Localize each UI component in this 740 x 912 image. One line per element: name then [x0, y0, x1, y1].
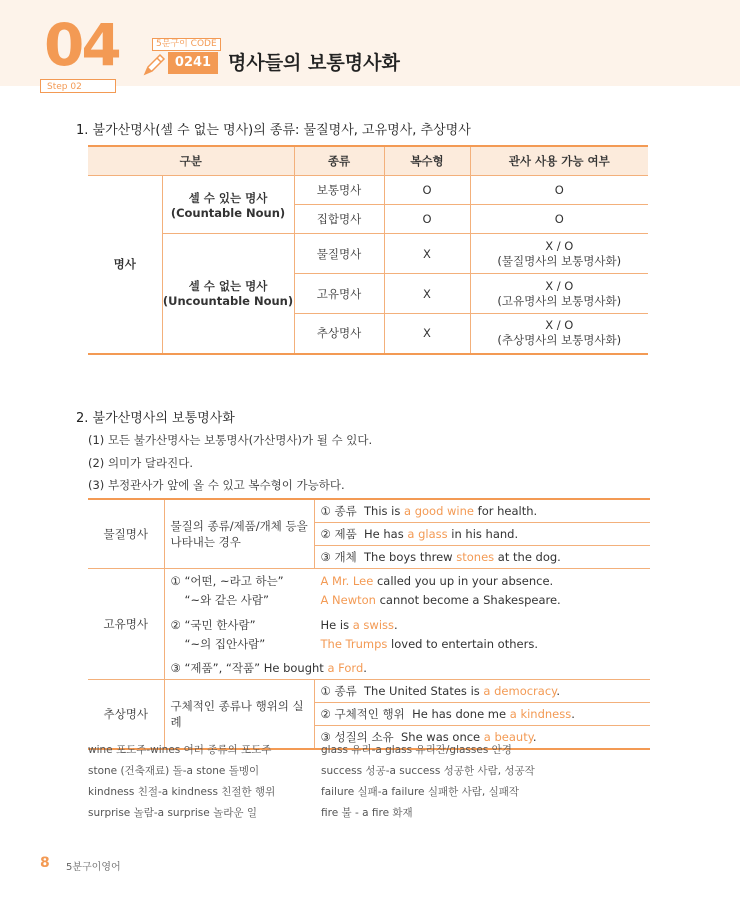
example-tag: ③ 성질의 소유: [320, 730, 394, 744]
example-tag: ① 종류: [320, 504, 357, 518]
kind-cell: 보통명사: [294, 176, 384, 205]
unit-number: 04: [44, 11, 119, 79]
code-label: 5분구이 CODE: [152, 38, 221, 51]
countable-label: 셀 수 있는 명사: [188, 190, 268, 205]
kind-cell: 고유명사: [294, 274, 384, 314]
uncountable-label: 셀 수 없는 명사: [188, 279, 268, 294]
example-text: called you up in your absence.: [373, 574, 554, 588]
kind-cell: 물질명사: [294, 234, 384, 274]
kind-cell: 집합명사: [294, 205, 384, 234]
countable-english: (Countable Noun): [170, 205, 286, 220]
abstract-desc: 구체적인 종류나 행위의 실례: [164, 680, 314, 750]
article-value: X / O: [545, 238, 574, 253]
example-highlight: a Ford: [327, 661, 364, 675]
example-text: He has done me: [412, 707, 510, 721]
vocab-item: stone (건축재료) 돌-a stone 돌멩이: [88, 765, 260, 777]
example-highlight: a swiss: [352, 618, 395, 632]
countable-cell: [162, 176, 294, 234]
material-example-2: [314, 523, 650, 546]
example-tag: ② 제품: [320, 527, 357, 541]
example-text: He is: [320, 618, 353, 632]
proper-meaning-3: [164, 657, 650, 680]
table-row: [88, 499, 650, 523]
article-cell: O: [470, 205, 648, 234]
abstract-example-2: [314, 703, 650, 726]
header-category: 구분: [88, 146, 294, 176]
example-highlight: a beauty: [483, 730, 533, 744]
meaning-text: “~의 집안사람”: [184, 637, 266, 651]
example-text: He bought: [260, 661, 328, 675]
material-desc-2: 나타내는 경우: [170, 535, 241, 549]
example-text: for health.: [474, 504, 538, 518]
example-text: .: [556, 684, 560, 698]
example-highlight: The Trumps: [320, 637, 388, 651]
article-value: X / O: [545, 278, 574, 293]
example-tag: ① 종류: [320, 684, 357, 698]
example-text: He has: [364, 527, 408, 541]
example-text: loved to entertain others.: [387, 637, 538, 651]
material-desc-cell: [164, 499, 314, 569]
article-note: (고유명사의 보통명사화): [497, 293, 622, 308]
meaning-text: ③ “제품”, “작품”: [170, 661, 261, 675]
material-desc-1: 물질의 종류/제품/개체 등을: [170, 519, 308, 533]
example-text: .: [394, 618, 398, 632]
section1-title: 1. 불가산명사(셀 수 없는 명사)의 종류: 물질명사, 고유명사, 추상명사: [76, 123, 471, 138]
example-text: cannot become a Shakespeare.: [375, 593, 561, 607]
material-example-3: [314, 546, 650, 569]
example-text: The boys threw: [364, 550, 457, 564]
table-row: [88, 657, 650, 680]
article-cell: [470, 314, 648, 354]
header-plural: 복수형: [384, 146, 470, 176]
vocab-item: failure 실패-a failure 실패한 사람, 실패작: [321, 786, 520, 798]
header-article: 관사 사용 가능 여부: [470, 146, 648, 176]
proper-meaning-2: [164, 613, 650, 657]
plural-cell: O: [384, 205, 470, 234]
example-highlight: A Mr. Lee: [320, 574, 374, 588]
code-number: 0241: [168, 52, 218, 74]
example-highlight: a good wine: [404, 504, 474, 518]
meaning-text: ① “어떤, ~라고 하는”: [170, 574, 284, 588]
article-note: (물질명사의 보통명사화): [497, 253, 622, 268]
plural-cell: X: [384, 274, 470, 314]
example-highlight: A Newton: [320, 593, 376, 607]
proper-label: 고유명사: [88, 569, 164, 680]
plural-cell: O: [384, 176, 470, 205]
kind-cell: 추상명사: [294, 314, 384, 354]
example-text: This is: [364, 504, 404, 518]
book-title: 5분구이영어: [66, 862, 121, 873]
vocab-left: [88, 740, 275, 824]
conversion-table: [88, 498, 650, 750]
uncountable-english: (Uncountable Noun): [162, 294, 294, 309]
vocab-item: fire 불 - a fire 화재: [321, 807, 413, 819]
abstract-label: 추상명사: [88, 680, 164, 750]
example-text: She was once: [400, 730, 484, 744]
example-highlight: a glass: [407, 527, 448, 541]
table-row: [88, 234, 648, 274]
example-text: .: [571, 707, 575, 721]
table-row: [88, 176, 648, 205]
vocab-item: glass 유리-a glass 유리잔/glasses 안경: [321, 744, 512, 756]
point-1: (1) 모든 불가산명사는 보통명사(가산명사)가 될 수 있다.: [88, 433, 373, 447]
table-header-row: [88, 146, 648, 176]
material-label: 물질명사: [88, 499, 164, 569]
section2-title: 2. 불가산명사의 보통명사화: [76, 411, 235, 426]
example-text: .: [363, 661, 367, 675]
example-text: at the dog.: [494, 550, 561, 564]
example-highlight: a democracy: [483, 684, 557, 698]
meaning-text: ② “국민 한사람”: [170, 618, 256, 632]
table-row: [88, 569, 650, 614]
uncountable-cell: [162, 234, 294, 354]
plural-cell: X: [384, 314, 470, 354]
example-text: The United States is: [364, 684, 484, 698]
vocab-item: success 성공-a success 성공한 사람, 성공작: [321, 765, 535, 777]
article-cell: [470, 274, 648, 314]
example-text: in his hand.: [447, 527, 519, 541]
article-cell: [470, 234, 648, 274]
step-label: Step 02: [40, 79, 116, 93]
vocab-item: wine 포도주-wines 여러 종류의 포도주: [88, 744, 272, 756]
page-number: 8: [40, 855, 50, 871]
example-tag: ② 구체적인 행위: [320, 707, 405, 721]
table-row: [88, 613, 650, 657]
example-highlight: stones: [456, 550, 495, 564]
point-2: (2) 의미가 달라진다.: [88, 456, 194, 470]
abstract-example-1: [314, 680, 650, 703]
article-cell: O: [470, 176, 648, 205]
example-text: .: [532, 730, 537, 744]
header-kind: 종류: [294, 146, 384, 176]
table-row: [88, 680, 650, 703]
point-3: (3) 부정관사가 앞에 올 수 있고 복수형이 가능하다.: [88, 478, 345, 492]
article-value: X / O: [545, 318, 574, 333]
vocab-item: kindness 친절-a kindness 친절한 행위: [88, 786, 276, 798]
material-example-1: [314, 499, 650, 523]
article-note: (추상명사의 보통명사화): [497, 333, 622, 348]
noun-types-table: [88, 145, 648, 355]
plural-cell: X: [384, 234, 470, 274]
pencil-icon: [141, 52, 167, 78]
noun-cell: 명사: [88, 176, 162, 354]
meaning-text: “~와 같은 사람”: [184, 593, 269, 607]
proper-meaning-1: [164, 569, 650, 614]
page-title: 명사들의 보통명사화: [228, 52, 400, 74]
vocab-right: [321, 740, 535, 824]
vocab-item: surprise 놀람-a surprise 놀라운 일: [88, 807, 257, 819]
example-highlight: a kindness: [509, 707, 572, 721]
example-tag: ③ 개체: [320, 550, 357, 564]
